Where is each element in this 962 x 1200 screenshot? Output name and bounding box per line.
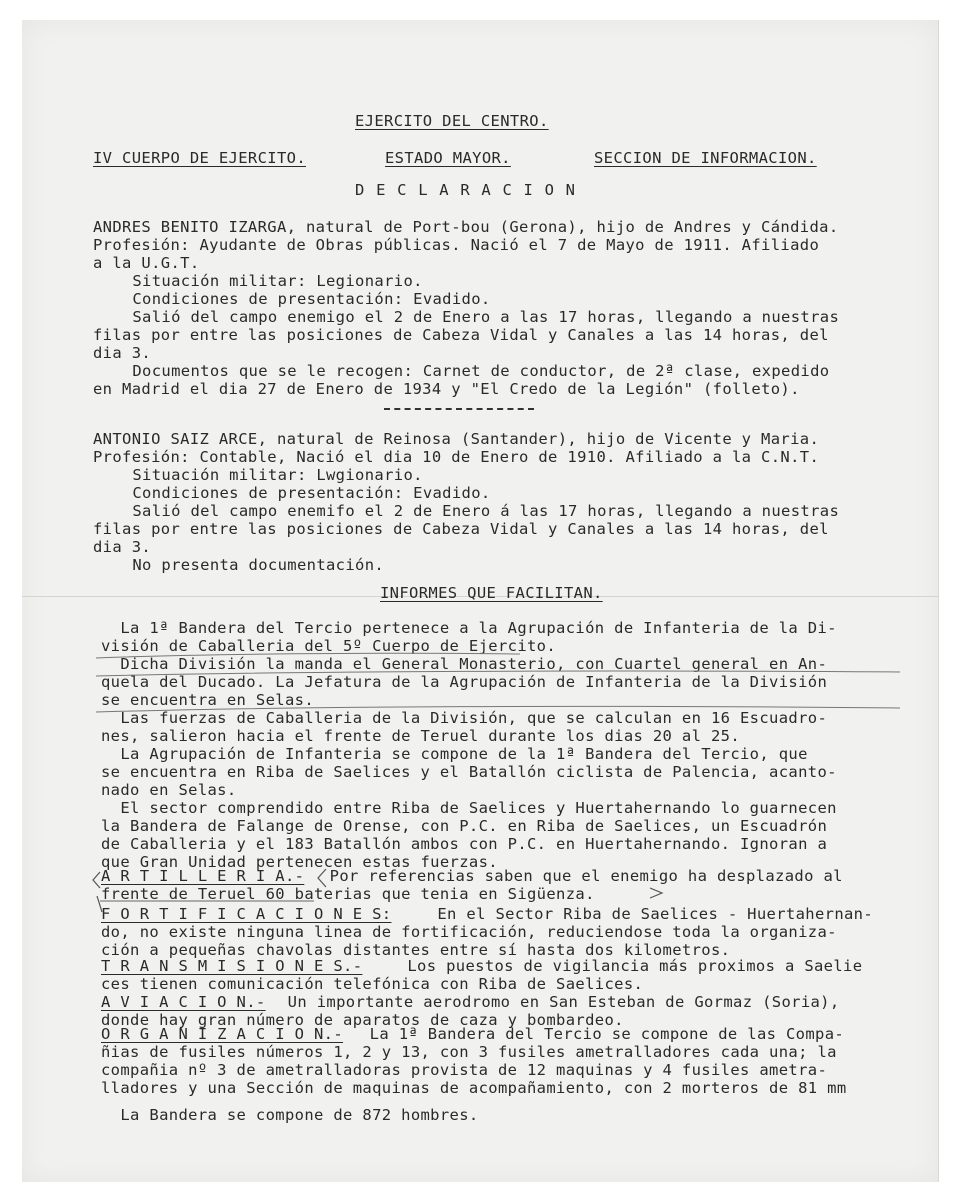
report-line: la Bandera de Falange de Orense, con P.C. en Riba de Saelices, un Escuadrón [101, 817, 828, 835]
declarant-1-line: a la U.G.T. [93, 254, 200, 272]
transmisiones-line: ces tienen comunicación telefónica con Riba de Saelices. [101, 975, 644, 993]
declarant-1-line: en Madrid el dia 27 de Enero de 1934 y "El Credo de la Legión" (folleto). [93, 380, 800, 398]
pencil-underline [96, 653, 520, 658]
report-line: Las fuerzas de Caballeria de la División, que se calculan en 16 Escuadro- [101, 709, 828, 727]
declarant-1-line: Documentos que se le recogen: Carnet de conductor, de 2ª clase, expedido [113, 362, 830, 380]
declarant-2-line: Situación militar: Lwgionario. [113, 466, 423, 484]
declarant-1-line: filas por entre las posiciones de Cabeza Vidal y Canales a las 14 horas, del [93, 326, 829, 344]
declarant-1-line: Profesión: Ayudante de Obras públicas. Nació el 7 de Mayo de 1911. Afiliado [93, 236, 820, 254]
aviacion-label: A V I A C I O N.- [101, 993, 266, 1011]
declarant-2-line: filas por entre las posiciones de Cabeza Vidal y Canales a las 14 horas, del [93, 520, 829, 538]
header-section: SECCION DE INFORMACION. [594, 149, 817, 167]
declarant-1-line: Condiciones de presentación: Evadido. [113, 290, 491, 308]
declarant-2-line: ANTONIO SAIZ ARCE, natural de Reinosa (Santander), hijo de Vicente y Maria. [93, 430, 820, 448]
declaration-title: D E C L A R A C I O N [355, 181, 577, 199]
aviacion-line: Un importante aerodromo en San Esteban de Gormaz (Soria), [278, 993, 840, 1011]
organizacion-line: La 1ª Bandera del Tercio se compone de las Compa- [360, 1025, 845, 1043]
organizacion-line: ñias de fusiles números 1, 2 y 13, con 3 fusiles ametralladores cada una; la [101, 1043, 837, 1061]
report-line: se encuentra en Riba de Saelices y el Batallón ciclista de Palencia, acanto- [101, 763, 837, 781]
artilleria-line: frente de Teruel 60 baterias que tenia en Sigüenza. [101, 885, 595, 903]
pencil-bracket-left [93, 872, 100, 888]
declarant-1-line: dia 3. [93, 344, 152, 362]
report-line: nado en Selas. [101, 781, 237, 799]
report-line: de Caballeria y el 183 Batallón ambos con P.C. en Huertahernando. Ignoran a [101, 835, 828, 853]
artilleria-line: Por referencias saben que el enemigo ha desplazado al [320, 867, 843, 885]
declarant-2-line: dia 3. [93, 538, 152, 556]
declarant-2-line: No presenta documentación. [113, 556, 385, 574]
artilleria-label: A R T I L L E R I A.- [101, 867, 305, 885]
declarant-2-line: Condiciones de presentación: Evadido. [113, 484, 491, 502]
fortificaciones-label: F O R T I F I C A C I O N E S: [101, 905, 392, 923]
pencil-underline [96, 671, 900, 676]
declarant-1-line: Situación militar: Legionario. [113, 272, 423, 290]
bandera-total-line: La Bandera se compone de 872 hombres. [101, 1106, 479, 1124]
report-line: El sector comprendido entre Riba de Saelices y Huertahernando lo guarnecen [101, 799, 837, 817]
report-line: La Agrupación de Infanteria se compone de la 1ª Bandera del Tercio, que [101, 745, 808, 763]
reports-heading: INFORMES QUE FACILITAN. [380, 584, 603, 602]
organizacion-line: lladores y una Sección de maquinas de acompañamiento, con 2 morteros de 81 mm [101, 1079, 847, 1097]
declarant-2-line: Salió del campo enemifo el 2 de Enero á las 17 horas, llegando a nuestras [113, 502, 840, 520]
fortificaciones-line: ción a pequeñas chavolas distantes entre sí hasta dos kilometros. [101, 941, 731, 959]
pencil-bracket-right [650, 888, 662, 898]
declarant-1-line: ANDRES BENITO IZARGA, natural de Port-bou (Gerona), hijo de Andres y Cándida. [93, 218, 839, 236]
fortificaciones-line: do, no existe ninguna linea de fortificación, reduciendose toda la organiza- [101, 923, 837, 941]
report-line: Dicha División la manda el General Monasterio, con Cuartel general en An- [101, 655, 828, 673]
aviacion-line: donde hay gran número de aparatos de caza y bombardeo. [101, 1011, 624, 1029]
report-line: visión de Caballeria del 5º Cuerpo de Ejercito. [101, 637, 557, 655]
declarant-2-line: Profesión: Contable, Nació el dia 10 de Enero de 1910. Afiliado a la C.N.T. [93, 448, 820, 466]
report-line: La 1ª Bandera del Tercio pertenece a la Agrupación de Infanteria de la Di- [101, 619, 837, 637]
declarant-1-line: Salió del campo enemigo el 2 de Enero a las 17 horas, llegando a nuestras [113, 308, 840, 326]
header-staff: ESTADO MAYOR. [385, 149, 511, 167]
fortificaciones-line: En el Sector Riba de Saelices - Huertahernan- [418, 905, 874, 923]
pencil-underline [96, 706, 900, 712]
pencil-tick [97, 896, 102, 912]
header-army: EJERCITO DEL CENTRO. [355, 112, 549, 130]
transmisiones-line: Los puestos de vigilancia más proximos a Saelie [388, 957, 863, 975]
transmisiones-label: T R A N S M I S I O N E S.- [101, 957, 363, 975]
pencil-bracket-inner [318, 869, 326, 887]
report-line: nes, salieron hacia el frente de Teruel durante los dias 20 al 25. [101, 727, 740, 745]
organizacion-line: compañia nº 3 de ametralladoras provista de 12 maquinas y 4 fusiles ametra- [101, 1061, 828, 1079]
report-line: quela del Ducado. La Jefatura de la Agrupación de Infanteria de la División [101, 673, 828, 691]
organizacion-label: O R G A N I Z A C I O N.- [101, 1025, 344, 1043]
report-line: que Gran Unidad pertenecen estas fuerzas. [101, 853, 498, 871]
header-corps: IV CUERPO DE EJERCITO. [93, 149, 306, 167]
report-line: se encuentra en Selas. [101, 691, 314, 709]
